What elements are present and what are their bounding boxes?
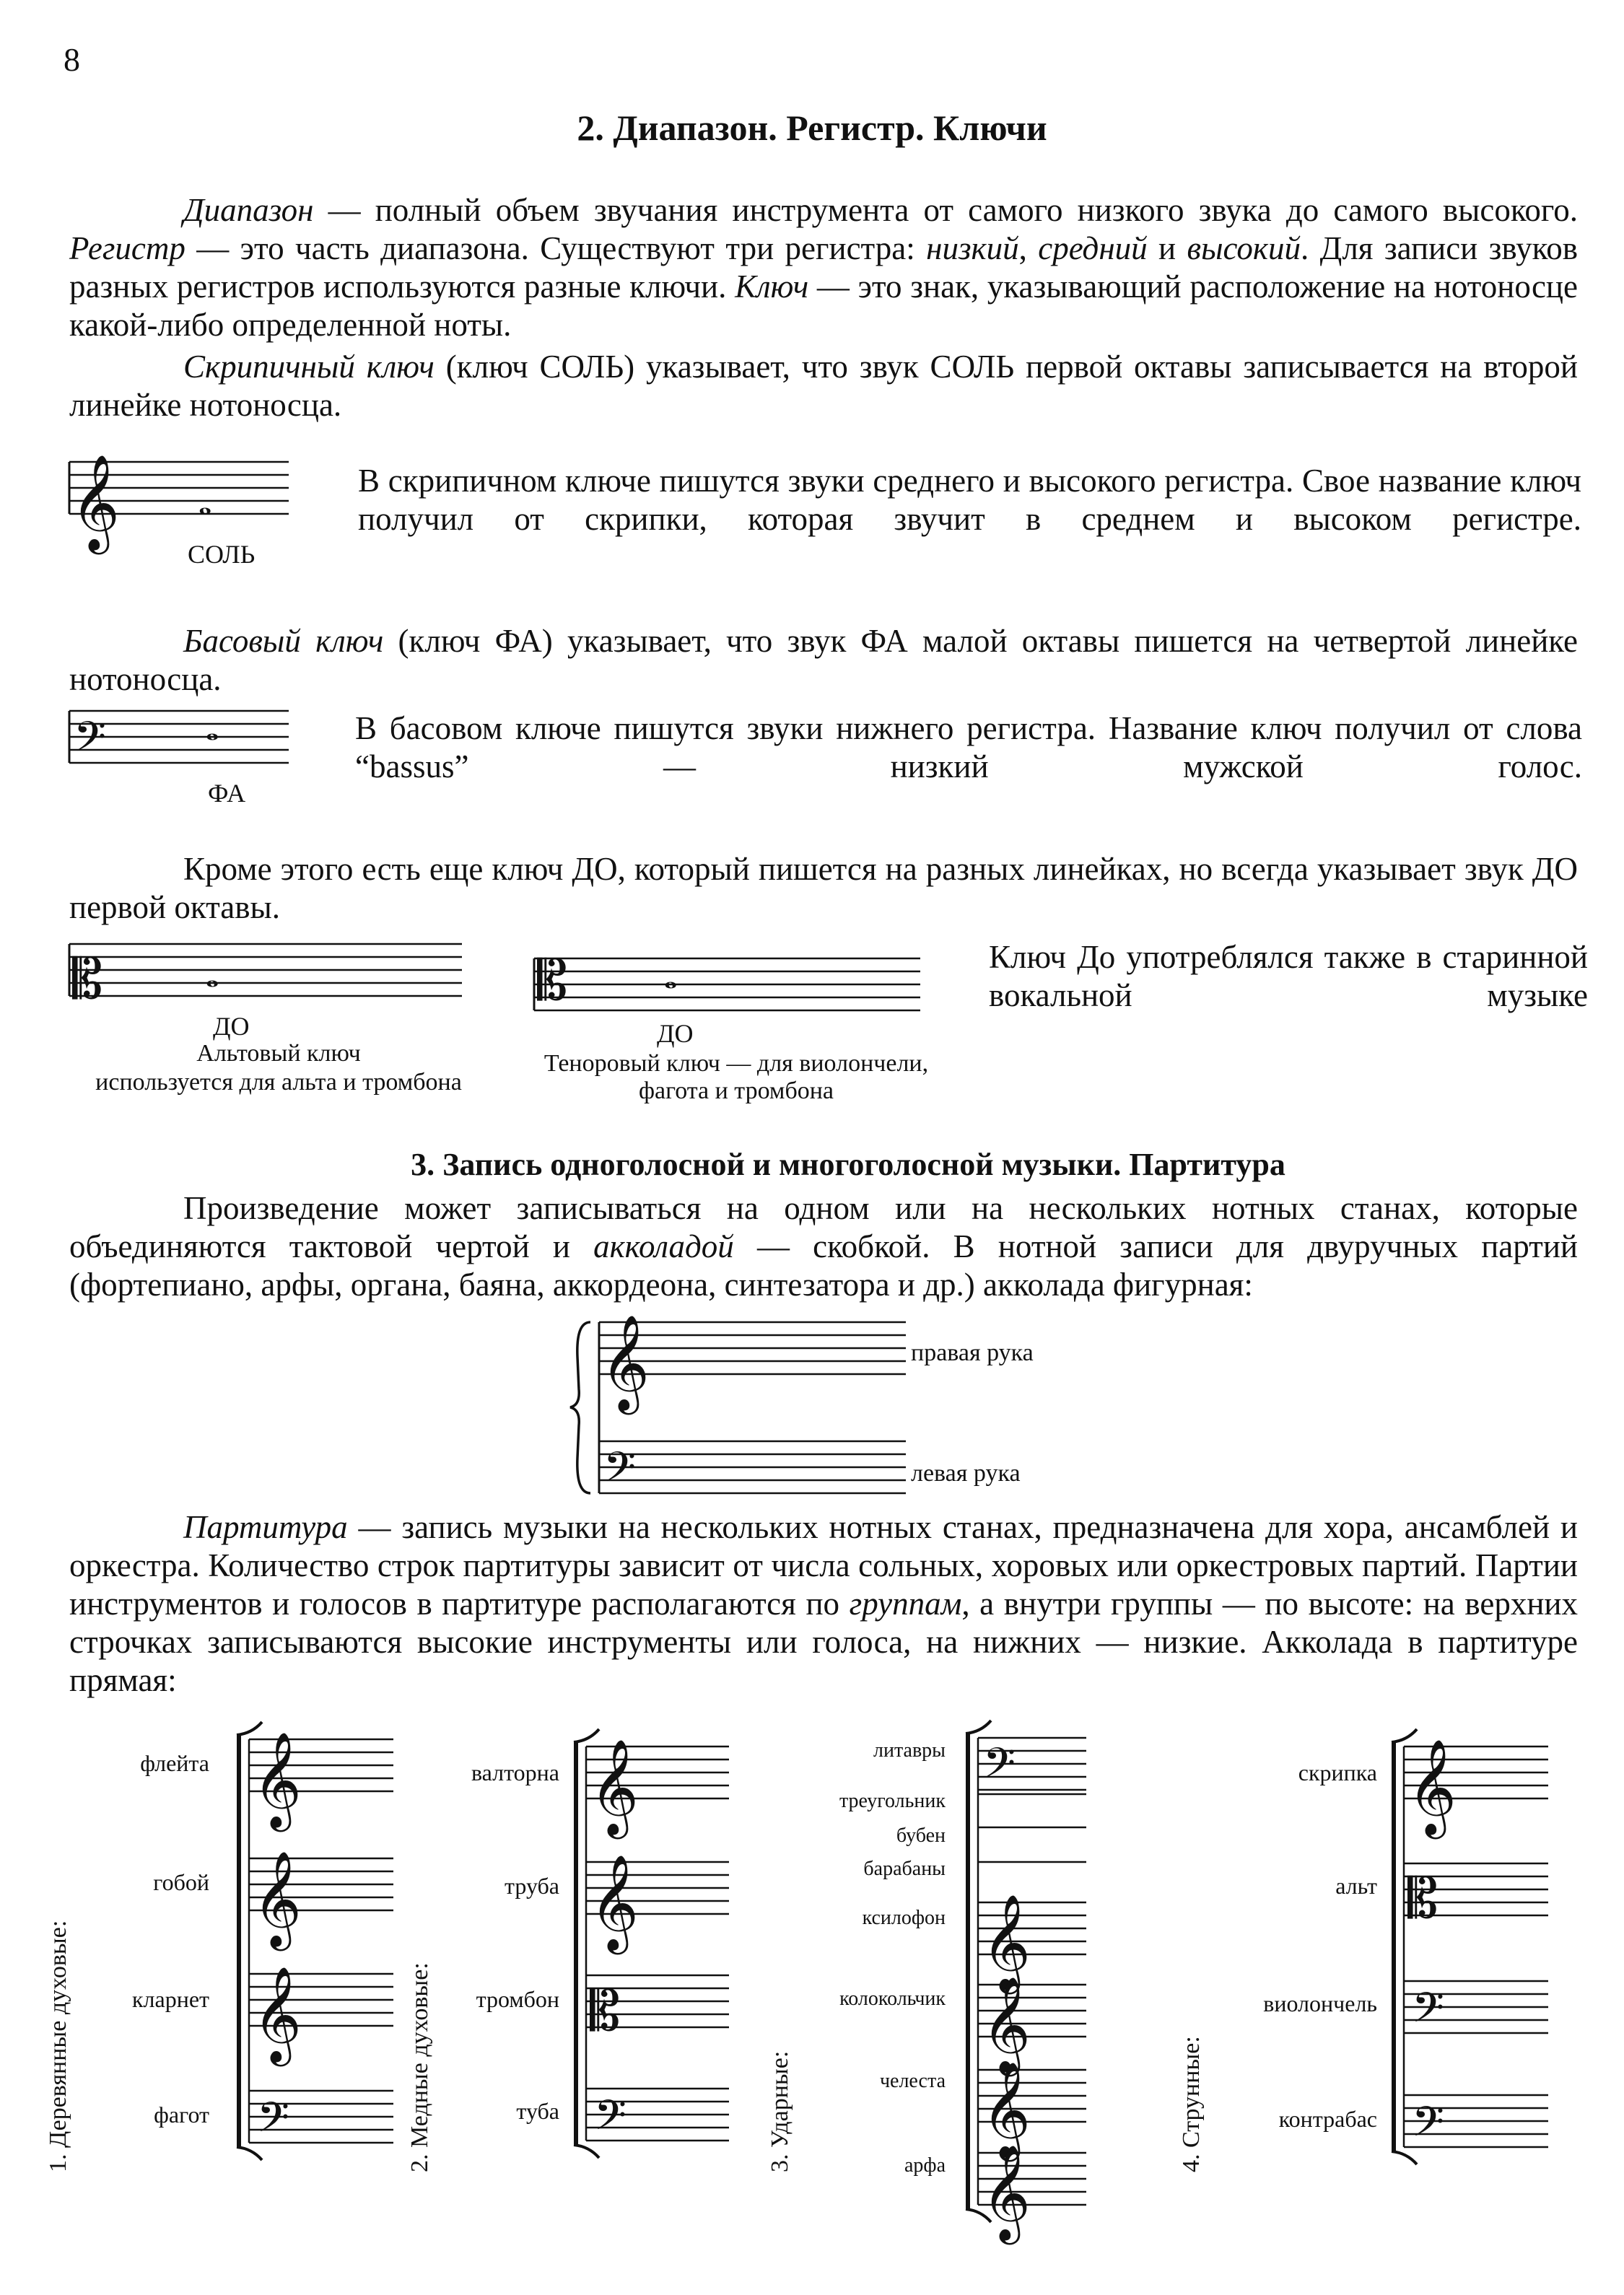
piano-treble-clef: 𝄞 (601, 1314, 650, 1411)
right-hand-label: правая рука (911, 1339, 1034, 1366)
instrument-triangle: треугольник (839, 1790, 946, 1812)
trombone-clef: 𝄡 (590, 1979, 621, 2043)
tenor-clef-caption: ДО (657, 1019, 694, 1048)
note-c-tenor-glyph: 𝅝 (664, 957, 678, 996)
curly-brace (570, 1322, 590, 1493)
tenor-clef-glyph: 𝄡 (537, 948, 568, 1013)
timpani-clef: 𝄢 (983, 1739, 1016, 1798)
page-number: 8 (64, 41, 80, 78)
instrument-bassoon: фагот (154, 2102, 209, 2128)
instrument-horn: валторна (471, 1760, 559, 1785)
left-hand-label: левая рука (911, 1460, 1021, 1487)
instrument-harp: арфа (904, 2154, 946, 2177)
instrument-viola: альт (1335, 1873, 1377, 1899)
section-3-title: 3. Запись одноголосной и многоголосной музыки. Партитура (411, 1147, 1285, 1182)
treble-clef-caption: СОЛЬ (188, 540, 256, 569)
note-c-alto-glyph: 𝅝 (206, 956, 219, 994)
instrument-clarinet: кларнет (131, 1986, 209, 2012)
note-f-glyph: 𝅝 (206, 709, 219, 748)
treble-clef-paragraph: Скрипичный ключ (ключ СОЛЬ) указывает, что звук СОЛЬ первой октавы записывается на второй линейке нотоносца. (69, 349, 1578, 423)
instrument-celesta: челеста (879, 2070, 946, 2092)
note-g-glyph: 𝅝 (198, 483, 212, 522)
percussion-bracket-top-hook (966, 1721, 991, 1734)
instrument-cello: виолончель (1263, 1990, 1377, 2016)
alto-example-staff (69, 944, 462, 996)
double-bass-clef: 𝄢 (1412, 2097, 1445, 2156)
instrument-trumpet: труба (504, 1873, 559, 1899)
viola-clef: 𝄡 (1407, 1866, 1439, 1931)
celesta-clef: 𝄞 (982, 2061, 1031, 2158)
instrument-tuba: туба (516, 2098, 559, 2124)
glockenspiel-clef: 𝄞 (982, 1976, 1031, 2073)
score-paragraph: Произведение может записываться на одном или на нескольких нотных станах, которые объединяются тактовой чертой и акколадой — скобкой. В нотной записи для двуручных партий (фортепиано, арфы, органа, баяна, аккордеона, синтезатора и др.) акколада фигурная: (69, 1190, 1578, 1303)
treble-clef-glyph: 𝄞 (71, 454, 120, 551)
instrument-violin: скрипка (1298, 1760, 1377, 1785)
piano-bass-clef: 𝄢 (603, 1443, 637, 1502)
bass-clef-glyph: 𝄢 (74, 712, 107, 771)
group-title-strings: 4. Струнные: (1178, 2036, 1205, 2172)
tenor-example-staff (534, 958, 920, 1010)
c-clef-paragraph: Кроме этого есть еще ключ ДО, который пишется на разных линейках, но всегда указывает звук ДО первой октавы. (69, 851, 1578, 925)
oboe-clef: 𝄞 (253, 1850, 302, 1947)
piano-bass-staff (599, 1441, 906, 1493)
clarinet-clef: 𝄞 (253, 1966, 302, 2063)
group-title-woodwinds: 1. Деревянные духовые: (45, 1920, 71, 2172)
bassoon-clef: 𝄢 (257, 2093, 290, 2152)
partitura-paragraph: Партитура — запись музыки на нескольких нотных станах, предназначена для хора, ансамблей и оркестра. Количество строк партитуры зависит от числа сольных, хоровых или оркестровых партий. Партии инструментов и голосов в партитуре располагаются по группам, а внутри группы — по высоте: на верхних строчках записываются высокие инструменты или голоса, на нижних — низкие. Акколада в партитуре прямая: (69, 1509, 1579, 1698)
bass-clef-description: В басовом ключе пишутся звуки нижнего регистра. Название ключ получил от слова “bassus” — низкий мужской голос. (355, 710, 1582, 784)
harp-clef: 𝄞 (982, 2144, 1031, 2241)
treble-clef-description: В скрипичном ключе пишутся звуки среднего и высокого регистра. Свое название ключ получил от скрипки, которая звучит в среднем и высоком регистре. (358, 463, 1581, 537)
instrument-drums: барабаны (863, 1858, 946, 1880)
group-title-brass: 2. Медные духовые: (406, 1962, 433, 2172)
instrument-trombone: тромбон (476, 1986, 559, 2012)
instrument-tambourine: бубен (896, 1824, 946, 1847)
flute-clef: 𝄞 (253, 1731, 302, 1828)
cello-clef: 𝄢 (1412, 1983, 1445, 2042)
xylophone-clef: 𝄞 (982, 1894, 1031, 1990)
alto-clef-glyph: 𝄡 (72, 947, 103, 1011)
instrument-timpani: литавры (873, 1739, 946, 1762)
c-clef-note: Ключ До употреблялся также в старинной вокальной музыке (989, 939, 1588, 1013)
instrument-xylophone: ксилофон (862, 1907, 946, 1929)
violin-clef: 𝄞 (1407, 1739, 1457, 1835)
instrument-oboe: гобой (153, 1869, 209, 1895)
alto-clef-caption: ДО (213, 1012, 250, 1041)
bass-clef-paragraph: Басовый ключ (ключ ФА) указывает, что звук ФА малой октавы пишется на четвертой линейке нотоносца. (69, 623, 1578, 697)
tenor-clef-desc-1: Теноровый ключ — для виолончели, (543, 1050, 929, 1077)
bass-clef-caption: ФА (208, 779, 246, 808)
alto-clef-desc-2: используется для альта и тромбона (95, 1069, 462, 1096)
horn-clef: 𝄞 (590, 1739, 639, 1835)
tenor-clef-desc-2: фагота и тромбона (638, 1077, 834, 1104)
instrument-flute: флейта (140, 1750, 209, 1776)
alto-clef-desc-1: Альтовый ключ (196, 1040, 361, 1067)
trumpet-clef: 𝄞 (590, 1854, 639, 1951)
tuba-clef: 𝄢 (594, 2091, 627, 2150)
range-paragraph: Диапазон — полный объем звучания инструмента от самого низкого звука до самого высокого. Регистр — это часть диапазона. Существуют три регистра: низкий, средний и высокий. Для записи звуков разных регистров используются разные ключи. Ключ — это знак, указывающий расположение на нотоносце какой-либо определенной ноты. (69, 192, 1578, 343)
instrument-double-bass: контрабас (1278, 2106, 1377, 2132)
section-2-title: 2. Диапазон. Регистр. Ключи (577, 108, 1047, 148)
instrument-glockenspiel: колокольчик (839, 1988, 946, 2010)
group-title-percussion: 3. Ударные: (767, 2050, 793, 2172)
